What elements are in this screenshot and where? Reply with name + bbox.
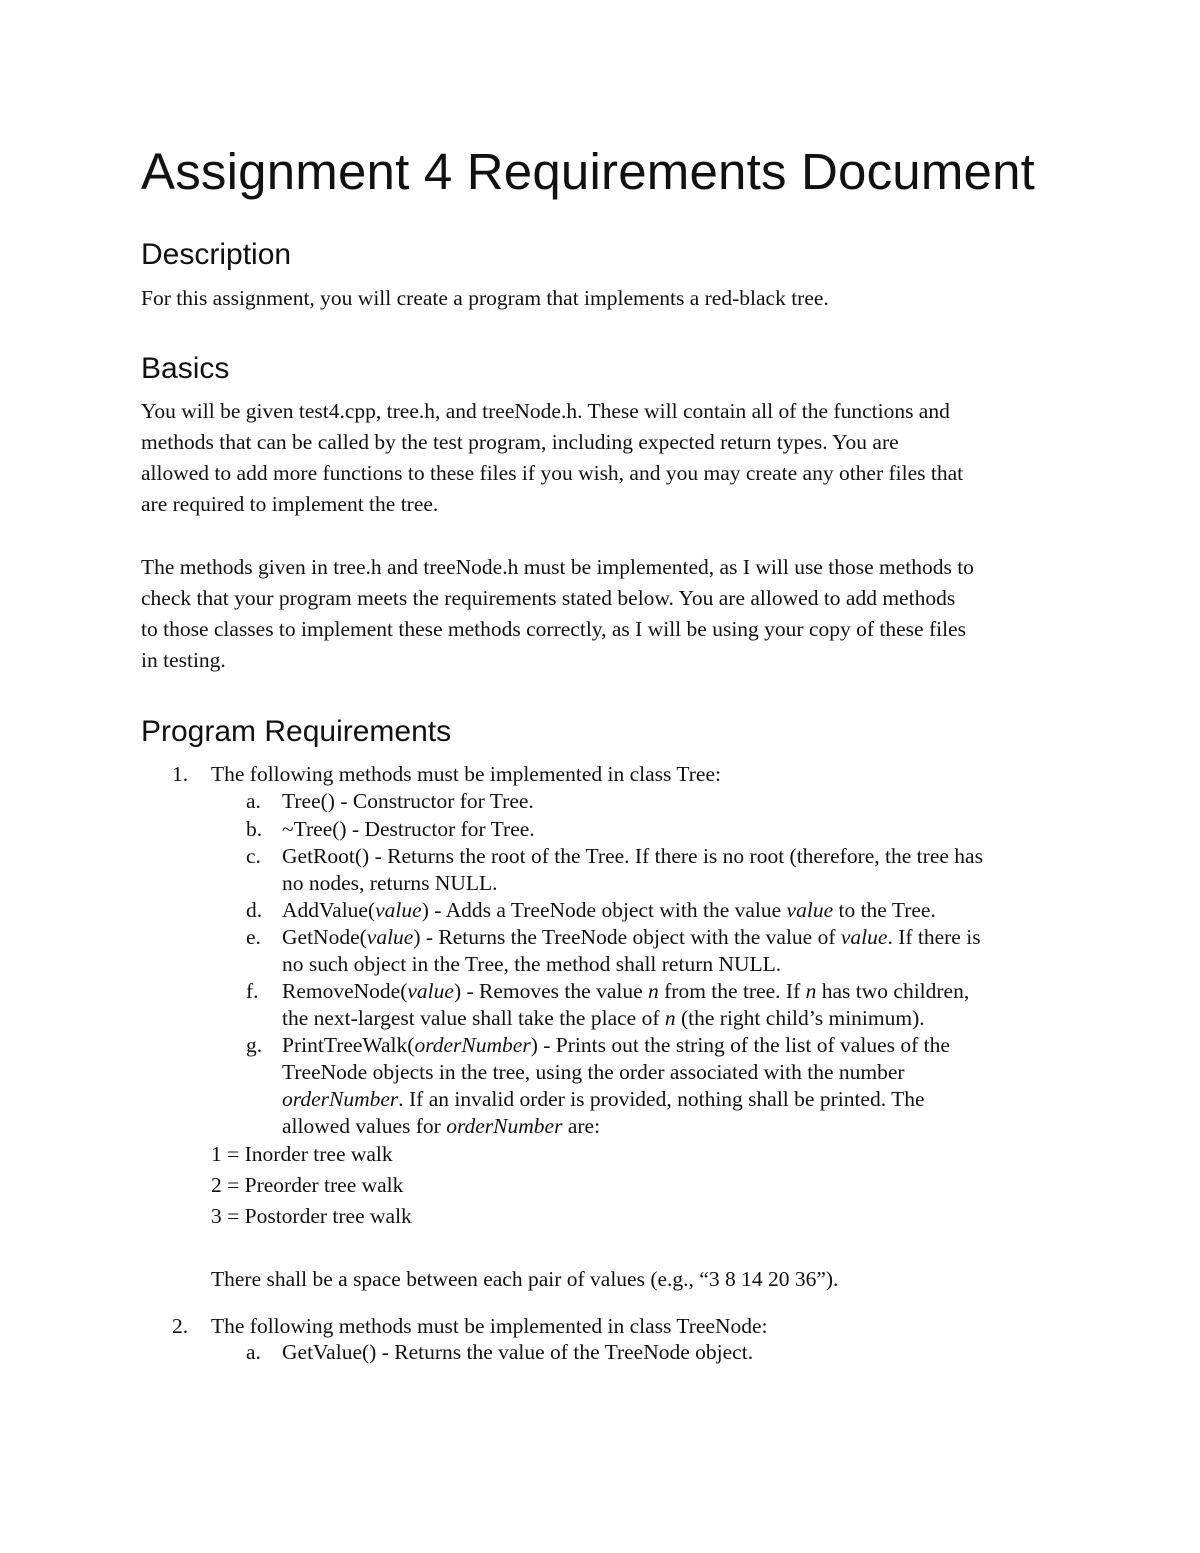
text-line: in testing. bbox=[141, 648, 226, 672]
text-line: The methods given in tree.h and treeNode.h must be implemented, as I will use those methods to bbox=[141, 555, 974, 579]
method-name: GetNode( bbox=[282, 925, 367, 949]
emphasis: n bbox=[664, 1006, 676, 1030]
order-value-1: 1 = Inorder tree walk bbox=[211, 1142, 393, 1166]
method-arg: orderNumber bbox=[414, 1033, 531, 1057]
method-desc-continued: . If an invalid order is provided, nothing shall be printed. The bbox=[398, 1087, 925, 1111]
method-desc: - Returns the TreeNode object with the value of bbox=[420, 925, 841, 949]
text-line: check that your program meets the requirements stated below. You are allowed to add methods bbox=[141, 586, 956, 610]
sub-item-letter: e. bbox=[246, 925, 261, 949]
method-close: ) bbox=[413, 925, 421, 949]
method-desc: - Destructor for Tree. bbox=[346, 817, 535, 841]
emphasis: orderNumber bbox=[446, 1114, 563, 1138]
sub-item-letter: f. bbox=[246, 979, 259, 1003]
list-item-text: The following methods must be implemented in class Tree: bbox=[211, 762, 721, 786]
sub-item-a bbox=[246, 788, 1076, 815]
sub-item-letter: b. bbox=[246, 817, 263, 841]
method-desc-continued: allowed values for bbox=[282, 1114, 447, 1138]
basics-paragraph-2 bbox=[141, 552, 1071, 676]
method-desc: - Removes the value bbox=[461, 979, 649, 1003]
sub-item-b bbox=[246, 816, 1076, 843]
emphasis: n bbox=[648, 979, 659, 1003]
text-line: You will be given test4.cpp, tree.h, and treeNode.h. These will contain all of the functions and bbox=[141, 399, 950, 423]
method-close: ) bbox=[421, 898, 429, 922]
method-desc-end: to the Tree. bbox=[833, 898, 936, 922]
sub-item-letter: c. bbox=[246, 844, 261, 868]
list-number: 1. bbox=[172, 762, 189, 786]
emphasis: value bbox=[840, 925, 888, 949]
basics-paragraph-1 bbox=[141, 396, 1071, 520]
sub-item-letter: a. bbox=[246, 1340, 261, 1364]
text-line: allowed to add more functions to these files if you wish, and you may create any other files that bbox=[141, 461, 964, 485]
method-desc: GetValue() - Returns the value of the TreeNode object. bbox=[282, 1340, 754, 1364]
method-desc: - Adds a TreeNode object with the value bbox=[428, 898, 787, 922]
method-name: RemoveNode( bbox=[282, 979, 408, 1003]
sub-item-d bbox=[246, 897, 1076, 924]
method-desc-continued: no such object in the Tree, the method shall return NULL. bbox=[282, 952, 782, 976]
sub-item-g bbox=[246, 1032, 1076, 1140]
order-value-2: 2 = Preorder tree walk bbox=[211, 1173, 404, 1197]
text-line: to those classes to implement these methods correctly, as I will be using your copy of these files bbox=[141, 617, 966, 641]
method-name: PrintTreeWalk( bbox=[282, 1033, 415, 1057]
basics-heading: Basics bbox=[141, 352, 230, 385]
method-desc: - Prints out the string of the list of values of the bbox=[537, 1033, 950, 1057]
sub-item-letter: g. bbox=[246, 1033, 263, 1057]
order-value-3: 3 = Postorder tree walk bbox=[211, 1204, 412, 1228]
program-requirements-heading: Program Requirements bbox=[141, 715, 452, 748]
sub-item-e bbox=[246, 924, 1076, 978]
text-line: are required to implement the tree. bbox=[141, 492, 439, 516]
method-desc: - Constructor for Tree. bbox=[334, 789, 534, 813]
list-item-text: The following methods must be implemented in class TreeNode: bbox=[211, 1314, 768, 1338]
method-desc-end: has two children, bbox=[816, 979, 970, 1003]
sub-item-letter: d. bbox=[246, 898, 263, 922]
method-name: Tree() bbox=[282, 789, 335, 813]
sub-item-letter: a. bbox=[246, 789, 261, 813]
method-close: ) bbox=[530, 1033, 538, 1057]
sub-item-f bbox=[246, 978, 1076, 1032]
method-close: ) bbox=[453, 979, 462, 1003]
method-desc-end: . If there is bbox=[887, 925, 981, 949]
method-arg: value bbox=[375, 898, 422, 922]
method-desc: - Returns the root of the Tree. If there is no root (therefore, the tree has bbox=[369, 844, 983, 868]
sub-item-a bbox=[246, 1339, 1076, 1366]
spacing-note: There shall be a space between each pair of values (e.g., “3 8 14 20 36”). bbox=[211, 1267, 839, 1291]
emphasis: orderNumber bbox=[282, 1087, 399, 1111]
description-heading: Description bbox=[141, 238, 292, 271]
page-title: Assignment 4 Requirements Document bbox=[141, 143, 1036, 200]
description-text: For this assignment, you will create a program that implements a red-black tree. bbox=[141, 286, 829, 310]
method-name: ~Tree() bbox=[282, 817, 347, 841]
method-desc-continued-end: (the right child’s minimum). bbox=[675, 1006, 925, 1030]
method-desc-continued-end: are: bbox=[562, 1114, 601, 1138]
method-desc-continued: TreeNode objects in the tree, using the order associated with the number bbox=[282, 1060, 905, 1084]
method-desc-continued: no nodes, returns NULL. bbox=[282, 871, 498, 895]
list-number: 2. bbox=[172, 1314, 189, 1338]
text-line: methods that can be called by the test program, including expected return types. You are bbox=[141, 430, 899, 454]
method-arg: value bbox=[366, 925, 414, 949]
method-name: GetRoot() bbox=[282, 844, 370, 868]
method-desc-mid: from the tree. If bbox=[658, 979, 806, 1003]
method-name: AddValue( bbox=[282, 898, 376, 922]
sub-item-c bbox=[246, 843, 1076, 897]
method-desc-continued: the next-largest value shall take the place of bbox=[282, 1006, 665, 1030]
method-arg: value bbox=[407, 979, 454, 1003]
emphasis: value bbox=[786, 898, 834, 922]
emphasis: n bbox=[805, 979, 817, 1003]
